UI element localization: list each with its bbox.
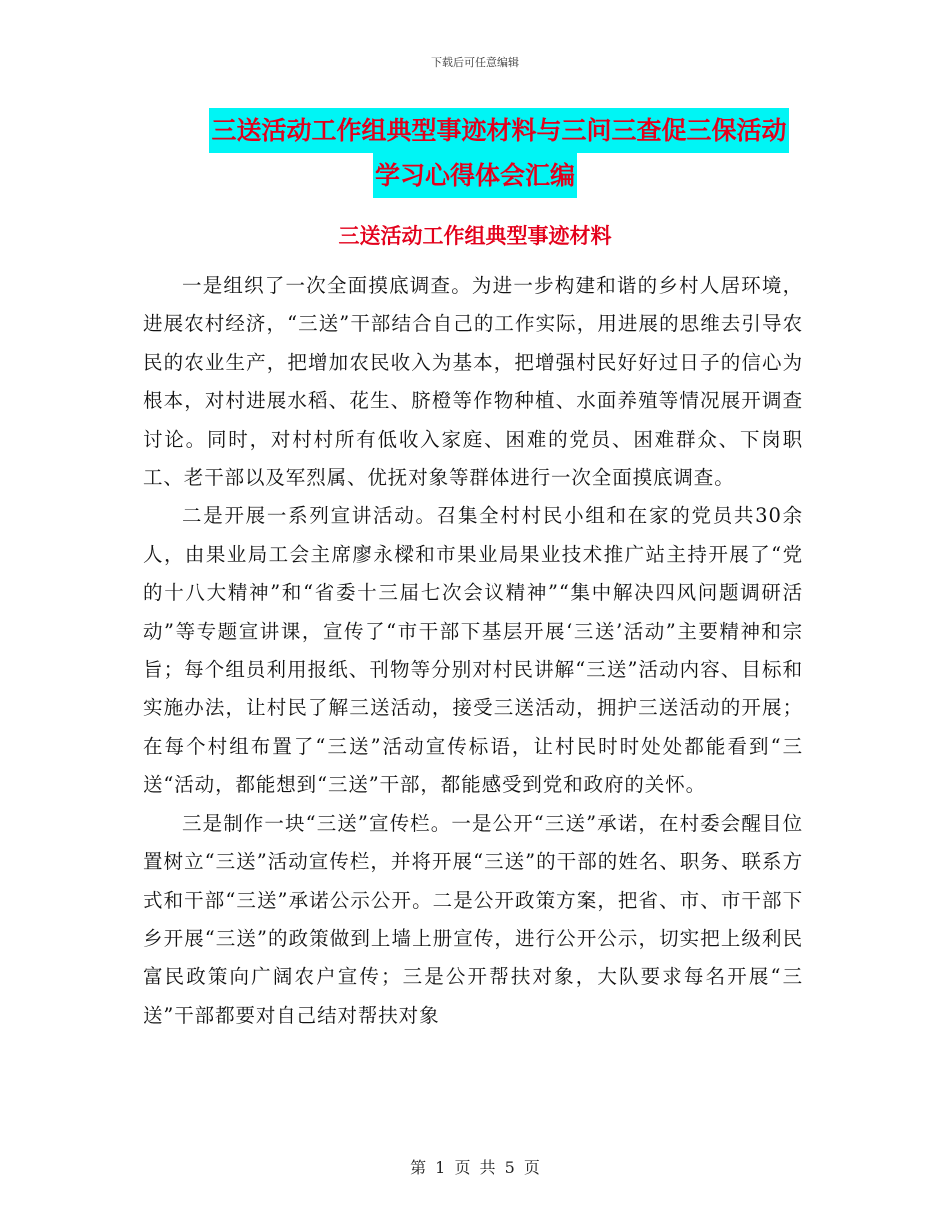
section-title: 三送活动工作组典型事迹材料 <box>338 224 612 248</box>
document-body <box>143 267 803 1035</box>
page-number-footer: 第 1 页 共 5 页 <box>410 1158 540 1177</box>
paragraph-2: 二是开展一系列宣讲活动。召集全村村民小组和在家的党员共30余人，由果业局工会主席廖永樑和市果业局果业技术推广站主持开展了“党的十八大精神”和“省委十三届七次会议精神”“集中解决四风问题调研活动”等专题宣讲课，宣传了“市干部下基层开展‘三送’活动”主要精神和宗旨；每个组员利用报纸、刊物等分别对村民讲解“三送”活动内容、目标和实施办法，让村民了解三送活动，接受三送活动，拥护三送活动的开展；在每个村组布置了“三送”活动宣传标语，让村民时时处处都能看到“三送“活动，都能想到“三送”干部，都能感受到党和政府的关怀。 <box>143 504 803 797</box>
document-title-line-1: 三送活动工作组典型事迹材料与三问三查促三保活动 <box>209 108 788 153</box>
document-title-line-2: 学习心得体会汇编 <box>373 153 577 198</box>
header-note: 下载后可任意编辑 <box>431 56 519 69</box>
document-title <box>0 108 950 198</box>
paragraph-3: 三是制作一块“三送”宣传栏。一是公开“三送”承诺，在村委会醒目位置树立“三送”活动宣传栏，并将开展“三送”的干部的姓名、职务、联系方式和干部“三送”承诺公示公开。二是公开政策方案，把省、市、市干部下乡开展“三送”的政策做到上墙上册宣传，进行公开公示，切实把上级利民富民政策向广阔农户宣传；三是公开帮扶对象，大队要求每名开展“三送”干部都要对自己结对帮扶对象 <box>143 811 803 1027</box>
paragraph-1: 一是组织了一次全面摸底调查。为进一步构建和谐的乡村人居环境，进展农村经济，“三送”干部结合自己的工作实际，用进展的思维去引导农民的农业生产，把增加农民收入为基本，把增强村民好好过日子的信心为根本，对村进展水稻、花生、脐橙等作物种植、水面养殖等情况展开调查讨论。同时，对村村所有低收入家庭、困难的党员、困难群众、下岗职工、老干部以及军烈属、优抚对象等群体进行一次全面摸底调查。 <box>143 274 803 490</box>
